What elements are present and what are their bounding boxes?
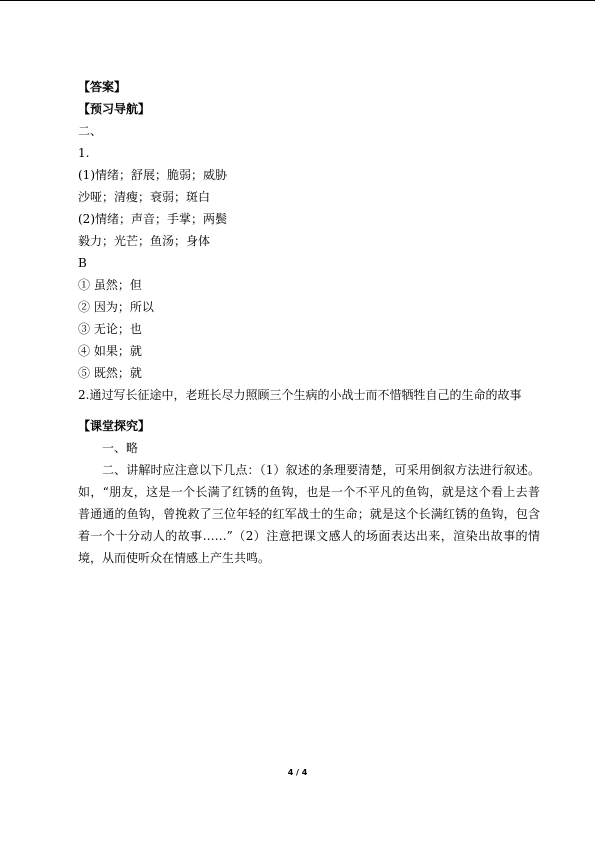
- document-body: [78, 76, 540, 569]
- preview-line: (2)情绪；声音；手掌；两鬓: [78, 212, 227, 226]
- classroom-item-1: 一、略: [102, 441, 139, 455]
- preview-line: (1)情绪；舒展；脆弱；威胁: [78, 168, 227, 182]
- answer-heading: 【答案】: [78, 80, 127, 94]
- top-border-line: [0, 0, 595, 1]
- classroom-item-2: 二、讲解时应注意以下几点：（1）叙述的条理要清楚，可采用倒叙方法进行叙述。如，“朋友，这是一个长满了红锈的鱼钩，也是一个不平凡的鱼钩，就是这个看上去普普通通的鱼钩，曾挽救了三位年轻的红军战士的生命；就是这个长满红锈的鱼钩，包含着一个十分动人的故事……”（2）注意把课文感人的场面表达出来，渲染出故事的情境，从而使听众在情感上产生共鸣。: [78, 463, 540, 565]
- preview-line: ⑤ 既然；就: [78, 366, 142, 380]
- preview-line: 毅力；光芒；鱼汤；身体: [78, 234, 211, 248]
- preview-line: B: [78, 256, 87, 270]
- section-gap: [78, 406, 540, 415]
- preview-line: ④ 如果；就: [78, 344, 142, 358]
- preview-line: 二、: [78, 124, 103, 138]
- preview-line: ① 虽然；但: [78, 278, 142, 292]
- preview-line: 沙哑；清瘦；衰弱；斑白: [78, 190, 211, 204]
- preview-line: ③ 无论；也: [78, 322, 142, 336]
- preview-line: ② 因为；所以: [78, 300, 154, 314]
- classroom-heading: 【课堂探究】: [78, 419, 151, 433]
- preview-line: 1.: [78, 146, 90, 160]
- preview-heading: 【预习导航】: [78, 102, 151, 116]
- page-number: 4 / 4: [287, 768, 308, 777]
- preview-line: 2.通过写长征途中，老班长尽力照顾三个生病的小战士而不惜牺牲自己的生命的故事: [78, 388, 522, 402]
